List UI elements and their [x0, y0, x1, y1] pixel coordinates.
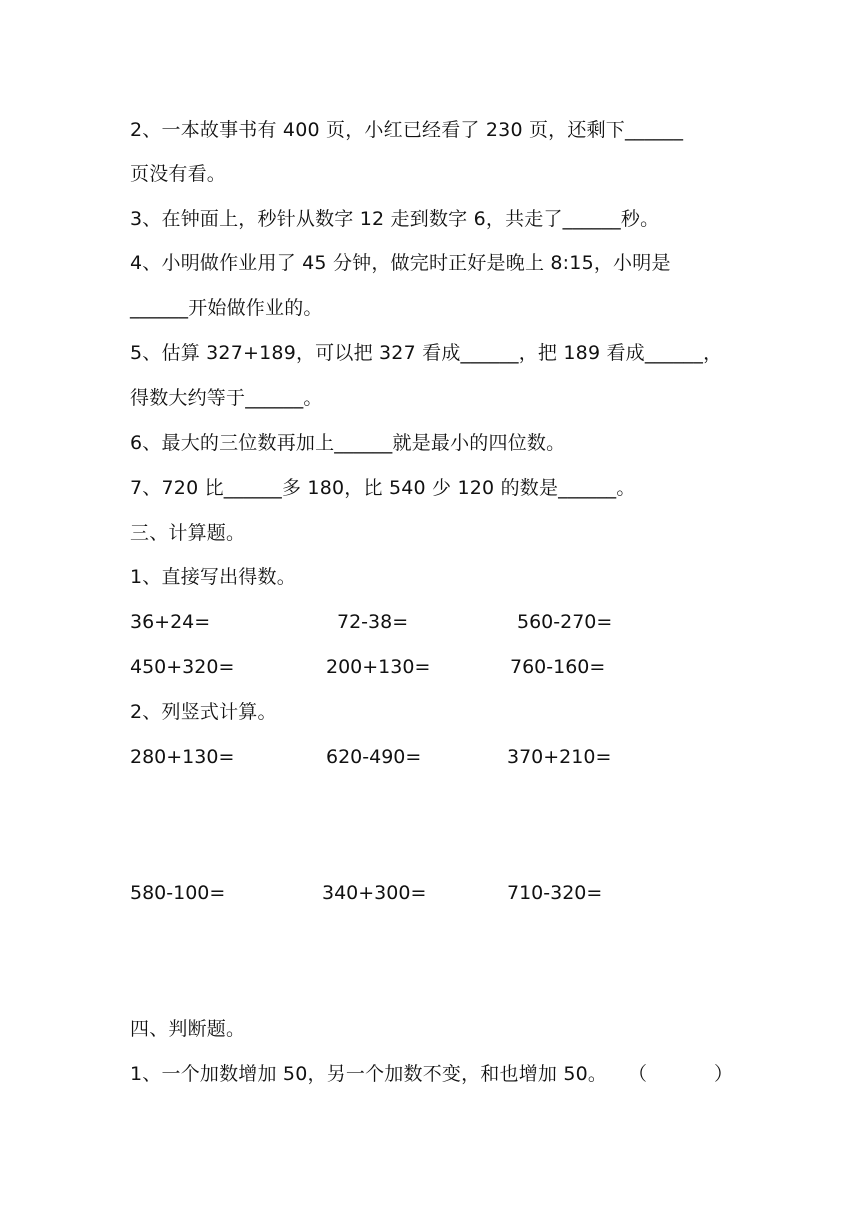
question-2-line-1: 2、一本故事书有 400 页，小红已经看了 230 页，还剩下______: [130, 119, 684, 141]
judge-section-heading: 四、判断题。: [130, 1018, 246, 1040]
calc-1-5: 200+130=: [326, 656, 431, 678]
calc-1-6: 760-160=: [510, 656, 606, 678]
calc-1-2: 72-38=: [337, 611, 409, 633]
calc-2-5: 340+300=: [322, 882, 427, 904]
calc-2-4: 580-100=: [130, 882, 226, 904]
calc-1-3: 560-270=: [517, 611, 613, 633]
calc-section-heading: 三、计算题。: [130, 522, 246, 544]
calc-2-3: 370+210=: [507, 746, 612, 768]
question-2-line-2: 页没有看。: [130, 163, 227, 185]
calc-1-1: 36+24=: [130, 611, 211, 633]
question-4-line-2: ______开始做作业的。: [130, 297, 323, 319]
calc-2-6: 710-320=: [507, 882, 603, 904]
calc-part-2-title: 2、列竖式计算。: [130, 701, 277, 723]
question-3: 3、在钟面上，秒针从数字 12 走到数字 6，共走了______秒。: [130, 208, 660, 230]
answer-paren-close: ）: [714, 1063, 734, 1085]
question-5-line-2: 得数大约等于______。: [130, 387, 323, 409]
calc-1-4: 450+320=: [130, 656, 235, 678]
calc-2-1: 280+130=: [130, 746, 235, 768]
answer-paren-open: （: [628, 1063, 648, 1085]
judge-question-1: 1、一个加数增加 50，另一个加数不变，和也增加 50。: [130, 1063, 608, 1085]
question-6: 6、最大的三位数再加上______就是最小的四位数。: [130, 432, 566, 454]
question-7: 7、720 比______多 180，比 540 少 120 的数是______。: [130, 477, 636, 499]
calc-2-2: 620-490=: [326, 746, 422, 768]
question-5-line-1: 5、估算 327+189，可以把 327 看成______，把 189 看成______，: [130, 342, 723, 364]
question-4-line-1: 4、小明做作业用了 45 分钟，做完时正好是晚上 8:15，小明是: [130, 252, 671, 274]
calc-part-1-title: 1、直接写出得数。: [130, 566, 296, 588]
